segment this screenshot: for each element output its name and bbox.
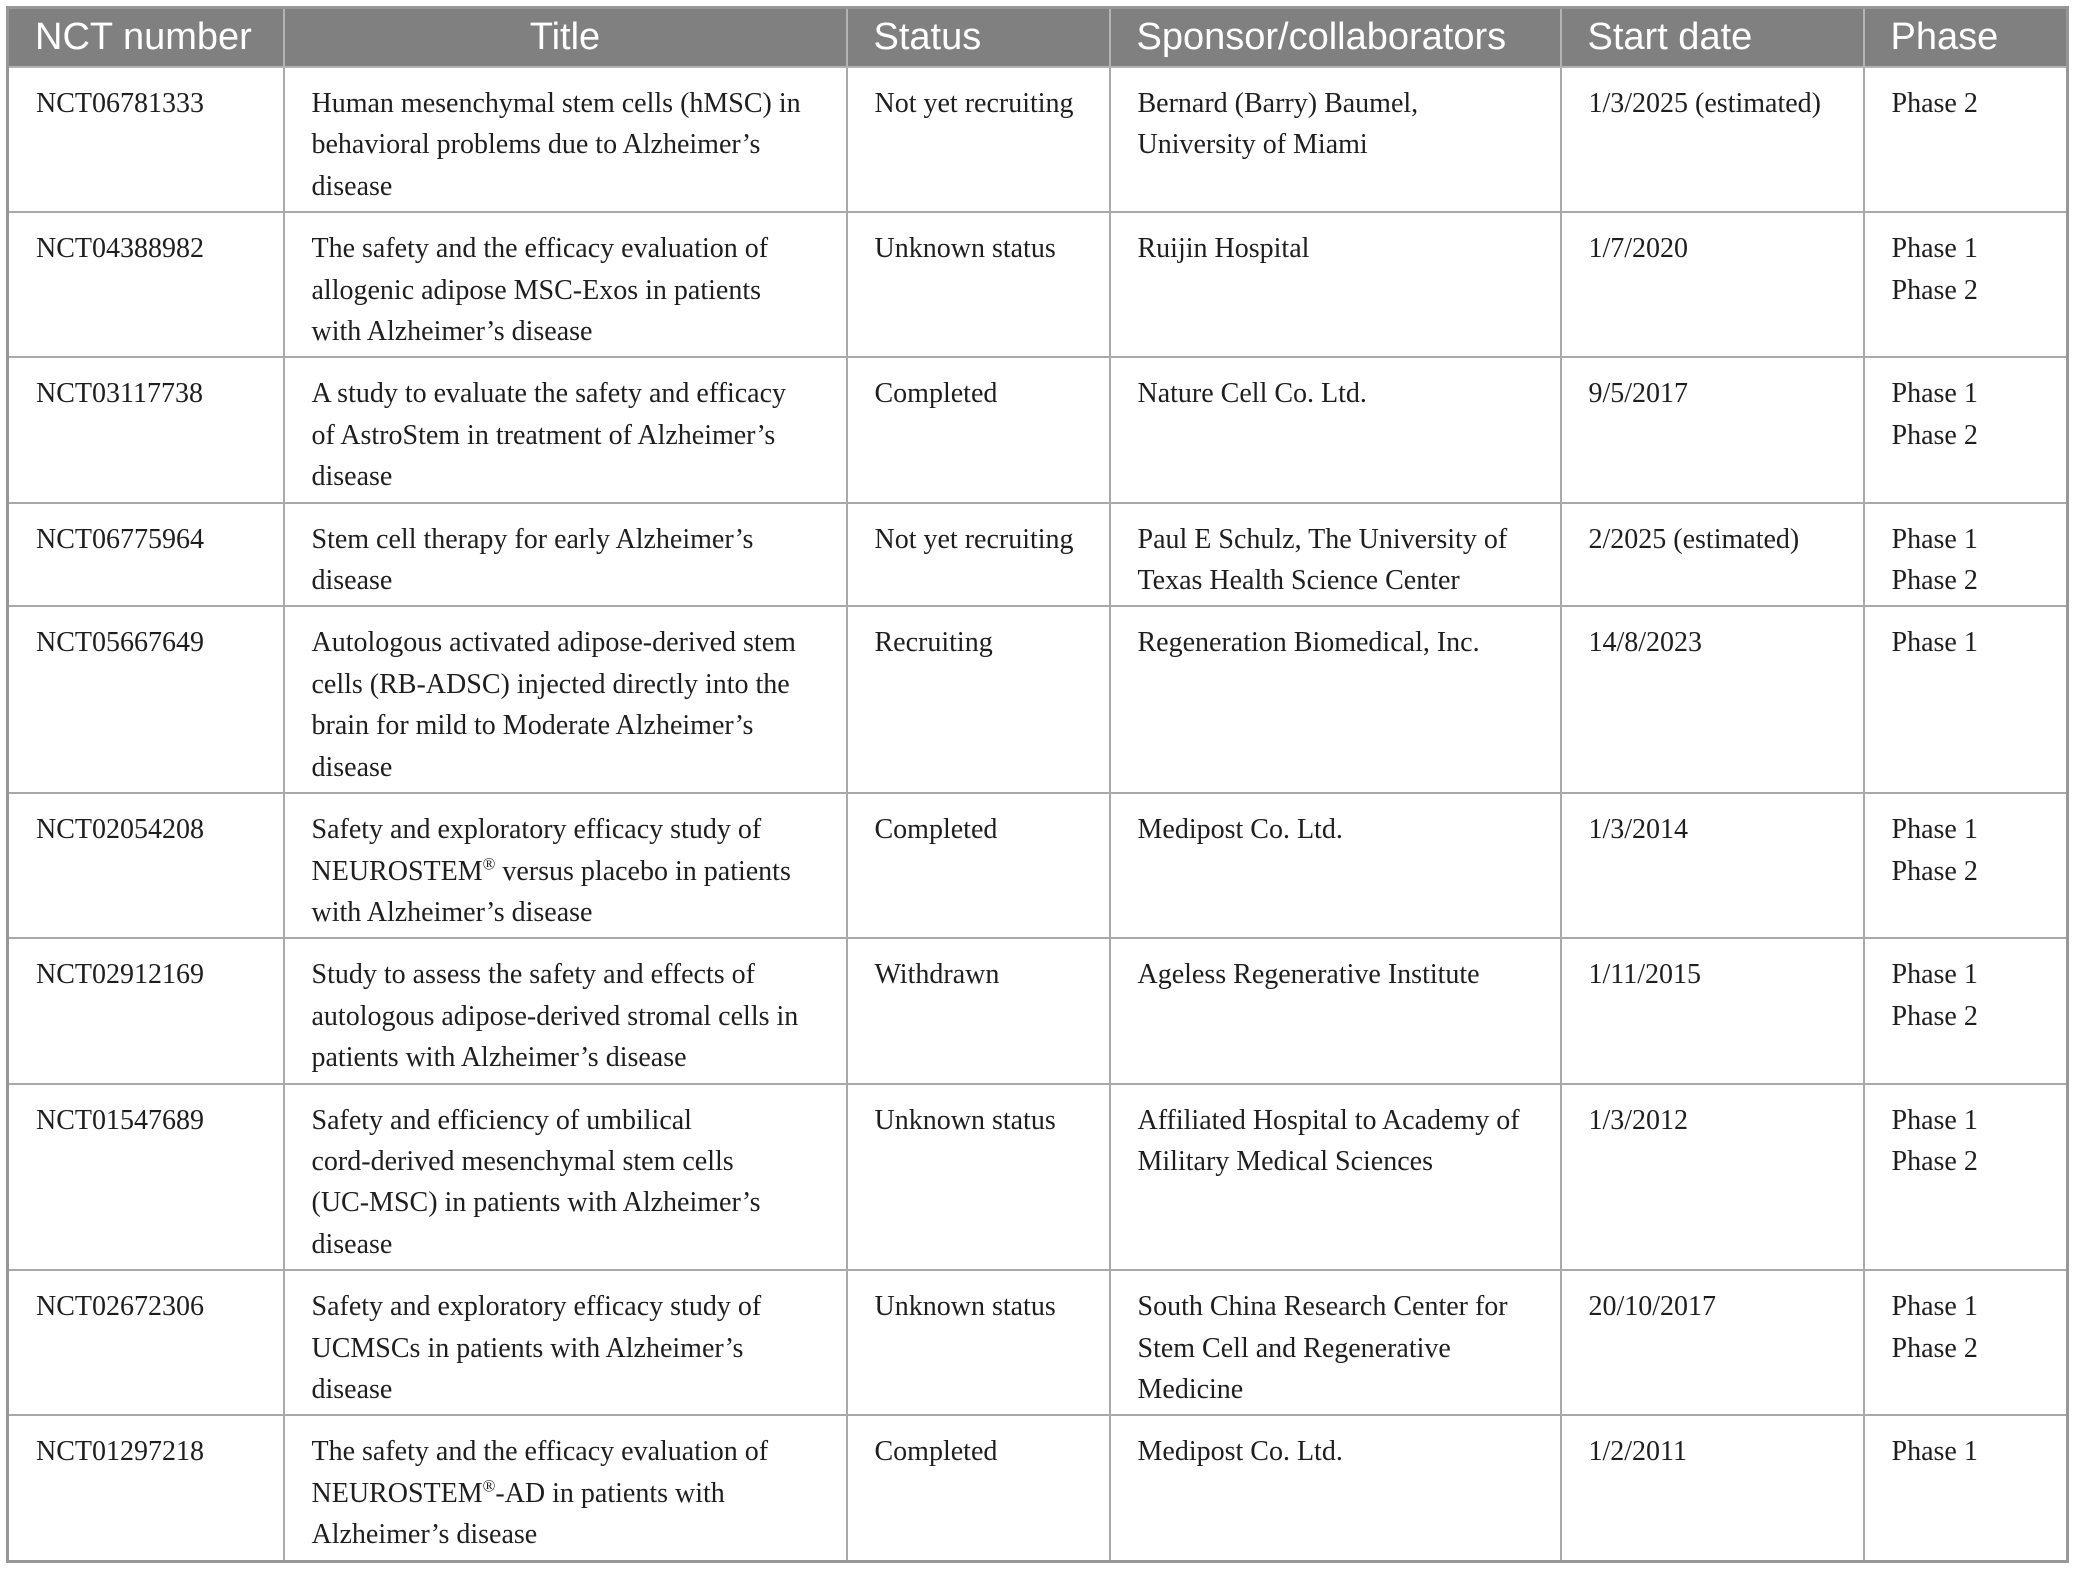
status-cell: Withdrawn (847, 938, 1110, 1083)
header-phase: Phase (1864, 8, 2068, 68)
header-status: Status (847, 8, 1110, 68)
nct-number-cell: NCT04388982 (8, 212, 284, 357)
title-cell: The safety and the efficacy evaluation of allogenic adipose MSC-Exos in patients with Alzheimer’s disease (284, 212, 847, 357)
table-row (8, 1415, 2068, 1561)
start-date-cell: 1/3/2012 (1561, 1084, 1864, 1271)
nct-number-cell: NCT01297218 (8, 1415, 284, 1561)
start-date-cell: 1/3/2025 (estimated) (1561, 67, 1864, 212)
table-row (8, 212, 2068, 357)
nct-number-cell: NCT06781333 (8, 67, 284, 212)
sponsor-cell: Affiliated Hospital to Academy of Military Medical Sciences (1110, 1084, 1561, 1271)
phase-cell: Phase 1 Phase 2 (1864, 1270, 2068, 1415)
phase-cell: Phase 1 Phase 2 (1864, 793, 2068, 938)
sponsor-cell: Medipost Co. Ltd. (1110, 1415, 1561, 1561)
status-cell: Unknown status (847, 212, 1110, 357)
nct-number-cell: NCT02672306 (8, 1270, 284, 1415)
clinical-trials-table (6, 6, 2069, 1563)
status-cell: Completed (847, 1415, 1110, 1561)
start-date-cell: 1/2/2011 (1561, 1415, 1864, 1561)
phase-cell: Phase 1 Phase 2 (1864, 938, 2068, 1083)
title-cell: Study to assess the safety and effects of autologous adipose-derived stromal cells in patients with Alzheimer’s disease (284, 938, 847, 1083)
start-date-cell: 1/3/2014 (1561, 793, 1864, 938)
title-cell: Safety and exploratory efficacy study of NEUROSTEM® versus placebo in patients with Alzheimer’s disease (284, 793, 847, 938)
nct-number-cell: NCT02912169 (8, 938, 284, 1083)
start-date-cell: 1/11/2015 (1561, 938, 1864, 1083)
phase-cell: Phase 1 (1864, 1415, 2068, 1561)
sponsor-cell: South China Research Center for Stem Cell and Regenerative Medicine (1110, 1270, 1561, 1415)
start-date-cell: 1/7/2020 (1561, 212, 1864, 357)
header-nct-number: NCT number (8, 8, 284, 68)
sponsor-cell: Bernard (Barry) Baumel, University of Miami (1110, 67, 1561, 212)
start-date-cell: 2/2025 (estimated) (1561, 503, 1864, 607)
nct-number-cell: NCT05667649 (8, 606, 284, 793)
sponsor-cell: Nature Cell Co. Ltd. (1110, 357, 1561, 502)
table-row (8, 67, 2068, 212)
status-cell: Unknown status (847, 1270, 1110, 1415)
sponsor-cell: Regeneration Biomedical, Inc. (1110, 606, 1561, 793)
start-date-cell: 14/8/2023 (1561, 606, 1864, 793)
nct-number-cell: NCT02054208 (8, 793, 284, 938)
table-header (8, 8, 2068, 68)
header-start-date: Start date (1561, 8, 1864, 68)
status-cell: Completed (847, 357, 1110, 502)
title-cell: Autologous activated adipose-derived stem cells (RB-ADSC) injected directly into the brain for mild to Moderate Alzheimer’s disease (284, 606, 847, 793)
table-row (8, 357, 2068, 502)
sponsor-cell: Paul E Schulz, The University of Texas Health Science Center (1110, 503, 1561, 607)
header-sponsor: Sponsor/collaborators (1110, 8, 1561, 68)
table-header-row (8, 8, 2068, 68)
status-cell: Not yet recruiting (847, 67, 1110, 212)
table-row (8, 1084, 2068, 1271)
status-cell: Completed (847, 793, 1110, 938)
title-cell: A study to evaluate the safety and efficacy of AstroStem in treatment of Alzheimer’s disease (284, 357, 847, 502)
registered-mark: ® (482, 854, 496, 874)
header-title: Title (284, 8, 847, 68)
start-date-cell: 9/5/2017 (1561, 357, 1864, 502)
phase-cell: Phase 2 (1864, 67, 2068, 212)
nct-number-cell: NCT06775964 (8, 503, 284, 607)
status-cell: Recruiting (847, 606, 1110, 793)
title-cell: Stem cell therapy for early Alzheimer’s disease (284, 503, 847, 607)
phase-cell: Phase 1 Phase 2 (1864, 357, 2068, 502)
nct-number-cell: NCT03117738 (8, 357, 284, 502)
table-row (8, 1270, 2068, 1415)
registered-mark: ® (482, 1476, 496, 1496)
table-body (8, 67, 2068, 1561)
sponsor-cell: Ageless Regenerative Institute (1110, 938, 1561, 1083)
table-row (8, 503, 2068, 607)
sponsor-cell: Medipost Co. Ltd. (1110, 793, 1561, 938)
status-cell: Not yet recruiting (847, 503, 1110, 607)
title-cell: Safety and efficiency of umbilical cord-derived mesenchymal stem cells (UC-MSC) in patients with Alzheimer’s disease (284, 1084, 847, 1271)
start-date-cell: 20/10/2017 (1561, 1270, 1864, 1415)
nct-number-cell: NCT01547689 (8, 1084, 284, 1271)
table-row (8, 938, 2068, 1083)
phase-cell: Phase 1 (1864, 606, 2068, 793)
title-cell: The safety and the efficacy evaluation of NEUROSTEM®-AD in patients with Alzheimer’s disease (284, 1415, 847, 1561)
table-row (8, 606, 2068, 793)
phase-cell: Phase 1 Phase 2 (1864, 1084, 2068, 1271)
sponsor-cell: Ruijin Hospital (1110, 212, 1561, 357)
title-cell: Safety and exploratory efficacy study of UCMSCs in patients with Alzheimer’s disease (284, 1270, 847, 1415)
title-cell: Human mesenchymal stem cells (hMSC) in behavioral problems due to Alzheimer’s disease (284, 67, 847, 212)
phase-cell: Phase 1 Phase 2 (1864, 212, 2068, 357)
phase-cell: Phase 1 Phase 2 (1864, 503, 2068, 607)
status-cell: Unknown status (847, 1084, 1110, 1271)
table-row (8, 793, 2068, 938)
